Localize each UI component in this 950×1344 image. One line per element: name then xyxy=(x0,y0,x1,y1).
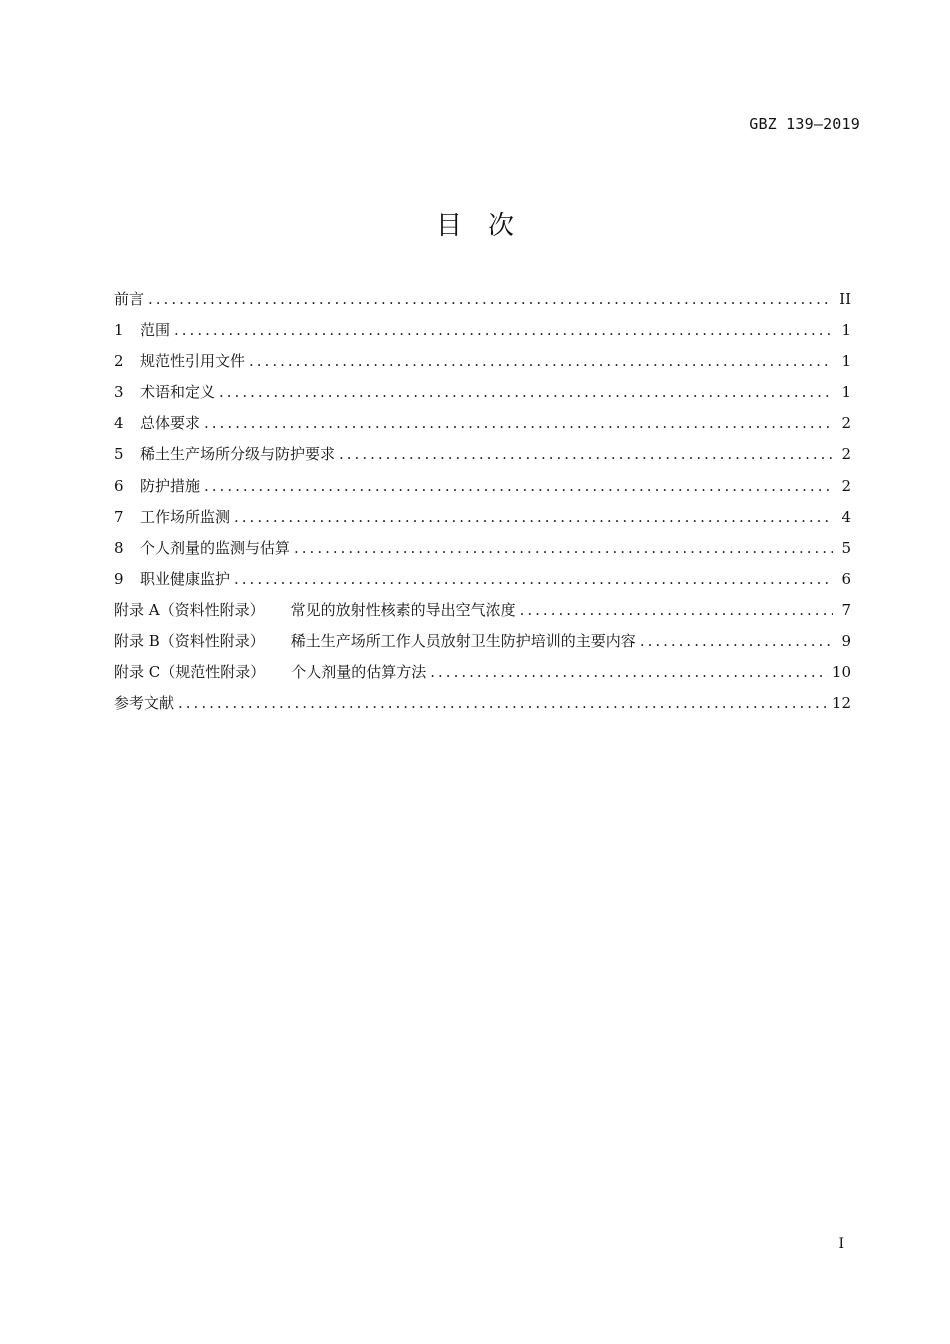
toc-entry-label: 范围 xyxy=(140,321,171,340)
toc-leader-dots xyxy=(219,380,833,404)
toc-entry-7[interactable] xyxy=(114,505,851,536)
toc-entry-appendix-a[interactable] xyxy=(114,598,851,629)
toc-leader-dots xyxy=(148,287,833,311)
toc-entry-page: 4 xyxy=(841,507,851,526)
toc-entry-appendix-c[interactable] xyxy=(114,660,851,691)
toc-entry-page: II xyxy=(839,290,851,308)
page-title: 目次 xyxy=(435,211,540,241)
toc-entry-8[interactable] xyxy=(114,536,851,567)
toc-entry-label: 术语和定义 xyxy=(140,383,216,402)
toc-leader-dots xyxy=(204,411,833,435)
toc-entry-label: 防护措施 xyxy=(140,476,201,495)
toc-entry-appendix-b[interactable] xyxy=(114,629,851,660)
toc-entry-page: 7 xyxy=(841,600,851,619)
table-of-contents xyxy=(114,287,851,722)
toc-entry-label: 总体要求 xyxy=(140,414,201,433)
toc-entry-label: 稀土生产场所工作人员放射卫生防护培训的主要内容 xyxy=(290,632,636,651)
toc-entry-page: 2 xyxy=(841,445,851,464)
toc-entry-bibliography[interactable] xyxy=(114,691,851,722)
toc-entry-page: 1 xyxy=(841,352,851,371)
toc-entry-number: 6 xyxy=(114,476,124,495)
toc-appendix-tag: 附录 A（资料性附录） xyxy=(114,600,265,619)
toc-leader-dots xyxy=(249,349,833,373)
toc-entry-label: 个人剂量的监测与估算 xyxy=(140,538,291,557)
toc-entry-6[interactable] xyxy=(114,474,851,505)
toc-leader-dots xyxy=(234,567,833,591)
toc-entry-number: 9 xyxy=(114,569,124,588)
toc-entry-number: 7 xyxy=(114,507,124,526)
toc-entry-page: 1 xyxy=(841,383,851,402)
toc-entry-label: 前言 xyxy=(114,290,145,308)
toc-leader-dots xyxy=(234,505,833,529)
toc-entry-foreword[interactable] xyxy=(114,287,851,318)
toc-leader-dots xyxy=(204,474,833,498)
toc-entry-label: 规范性引用文件 xyxy=(140,352,246,371)
toc-entry-label: 稀土生产场所分级与防护要求 xyxy=(140,445,336,464)
toc-entry-label: 常见的放射性核素的导出空气浓度 xyxy=(290,600,516,619)
page-number: I xyxy=(838,1236,844,1252)
toc-leader-dots xyxy=(178,691,828,715)
toc-entry-3[interactable] xyxy=(114,380,851,411)
toc-entry-number: 1 xyxy=(114,321,124,340)
toc-entry-page: 5 xyxy=(841,538,851,557)
toc-appendix-tag: 附录 B（资料性附录） xyxy=(114,632,265,651)
toc-entry-number: 5 xyxy=(114,445,124,464)
toc-entry-page: 6 xyxy=(841,569,851,588)
toc-entry-number: 3 xyxy=(114,383,124,402)
toc-leader-dots xyxy=(339,442,833,466)
toc-entry-page: 12 xyxy=(831,694,851,713)
toc-entry-number: 8 xyxy=(114,538,124,557)
toc-entry-label: 工作场所监测 xyxy=(140,507,231,526)
toc-leader-dots xyxy=(174,318,833,342)
document-code: GBZ 139—2019 xyxy=(749,115,860,133)
toc-leader-dots xyxy=(520,598,833,622)
toc-appendix-tag: 附录 C（规范性附录） xyxy=(114,663,266,682)
toc-entry-9[interactable] xyxy=(114,567,851,598)
toc-entry-label: 参考文献 xyxy=(114,694,175,713)
toc-entry-label: 个人剂量的估算方法 xyxy=(291,663,427,682)
toc-entry-4[interactable] xyxy=(114,411,851,442)
toc-entry-1[interactable] xyxy=(114,318,851,349)
toc-entry-page: 9 xyxy=(841,632,851,651)
toc-entry-page: 2 xyxy=(841,414,851,433)
toc-entry-2[interactable] xyxy=(114,349,851,380)
toc-entry-page: 10 xyxy=(831,663,851,682)
toc-entry-page: 1 xyxy=(841,321,851,340)
toc-entry-number: 4 xyxy=(114,414,124,433)
toc-leader-dots xyxy=(430,660,828,684)
toc-leader-dots xyxy=(640,629,833,653)
toc-entry-label: 职业健康监护 xyxy=(140,569,231,588)
toc-entry-number: 2 xyxy=(114,352,124,371)
toc-entry-5[interactable] xyxy=(114,442,851,473)
toc-entry-page: 2 xyxy=(841,476,851,495)
toc-leader-dots xyxy=(294,536,833,560)
